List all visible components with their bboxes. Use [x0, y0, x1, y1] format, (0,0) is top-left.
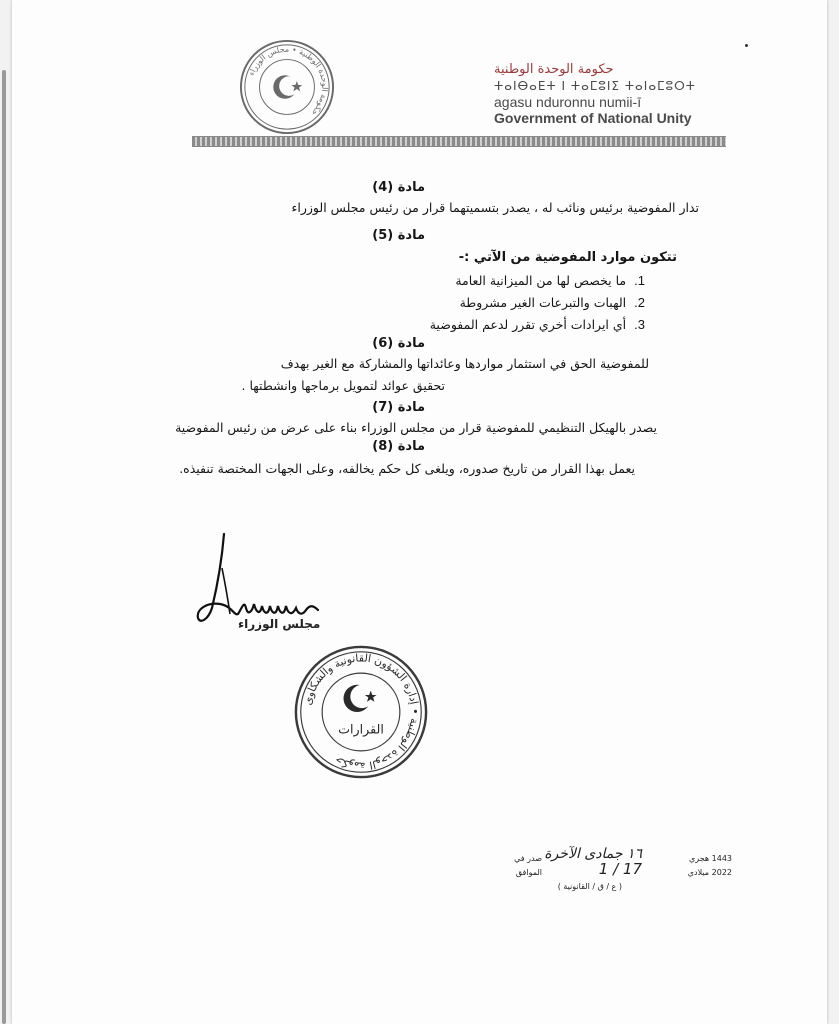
letterhead-latin-berber: agasu nduronnu numii-ī — [494, 94, 642, 110]
article-6-line-2: تحقيق عوائد لتمويل برماجها وانشطتها . — [241, 378, 445, 393]
seal-center-text: القرارات — [338, 721, 384, 737]
list-item: 1.ما يخصص لها من الميزانية العامة — [455, 273, 645, 288]
gregorian-year: 2022 ميلادي — [687, 868, 732, 877]
document-page — [12, 0, 827, 1024]
decisions-seal — [293, 644, 429, 780]
letterhead — [494, 62, 724, 126]
article-7-text: يصدر بالهيكل التنظيمي للمفوضية قرار من مجلس الوزراء بناء على عرض من رئيس المفوضية — [175, 420, 657, 435]
letterhead-english: Government of National Unity — [494, 110, 692, 126]
scrollbar[interactable] — [2, 70, 6, 1024]
article-8-title: مادة (8) — [372, 439, 425, 454]
reference-code: ( ع / ق / القانونية ) — [557, 882, 622, 891]
letterhead-arabic: حكومة الوحدة الوطنية — [494, 62, 614, 77]
article-5-title: مادة (5) — [372, 228, 425, 243]
corresponding-label: الموافق — [515, 868, 542, 877]
gregorian-date: 1 / 17 — [598, 860, 642, 878]
list-item: 2.الهبات والتبرعات الغير مشروطة — [459, 295, 645, 310]
svg-text:حكومة الوحدة الوطنية • إدارة ا: حكومة الوحدة الوطنية • إدارة الشؤون القانونية والشكاوى — [300, 651, 422, 773]
hijri-year: 1443 هجري — [689, 854, 732, 863]
speck-mark — [745, 44, 748, 47]
issuance-date-block — [502, 846, 732, 898]
article-7-title: مادة (7) — [372, 400, 425, 415]
list-item: 3.أي ايرادات أخري تقرر لدعم المفوضية — [429, 317, 645, 332]
article-6-title: مادة (6) — [372, 336, 425, 351]
letterhead-tifinagh: ⵜⴰⵏⴱⴰⴹⵜ ⵏ ⵜⴰⵎⵓⵏⵉ ⵜⴰⵏⴰⵎⵓⵔⵜ — [494, 79, 696, 93]
government-seal-top — [238, 38, 336, 136]
letterhead-divider — [192, 136, 726, 147]
issued-label: صدر في — [514, 854, 542, 863]
article-8-text: يعمل بهذا القرار من تاريخ صدوره، ويلغى كل حكم يخالفه، وعلى الجهات المختصة تنفيذه. — [179, 461, 635, 476]
svg-text:حكومة الوحدة الوطنية • مجلس ال: حكومة الوحدة الوطنية • مجلس الوزراء — [246, 44, 330, 118]
article-5-intro: تتكون موارد المفوضية من الآتي :- — [458, 250, 677, 265]
article-4-text: تدار المفوضية برئيس ونائب له ، يصدر بتسميتهما قرار من رئيس مجلس الوزراء — [291, 200, 699, 215]
signature-label: مجلس الوزراء — [238, 617, 321, 631]
hijri-date: ١٦ جمادى الآخرة — [544, 846, 642, 862]
article-6-line-1: للمفوضية الحق في استثمار مواردها وعائداتها والمشاركة مع الغير بهدف — [280, 356, 649, 371]
article-4-title: مادة (4) — [372, 180, 425, 195]
